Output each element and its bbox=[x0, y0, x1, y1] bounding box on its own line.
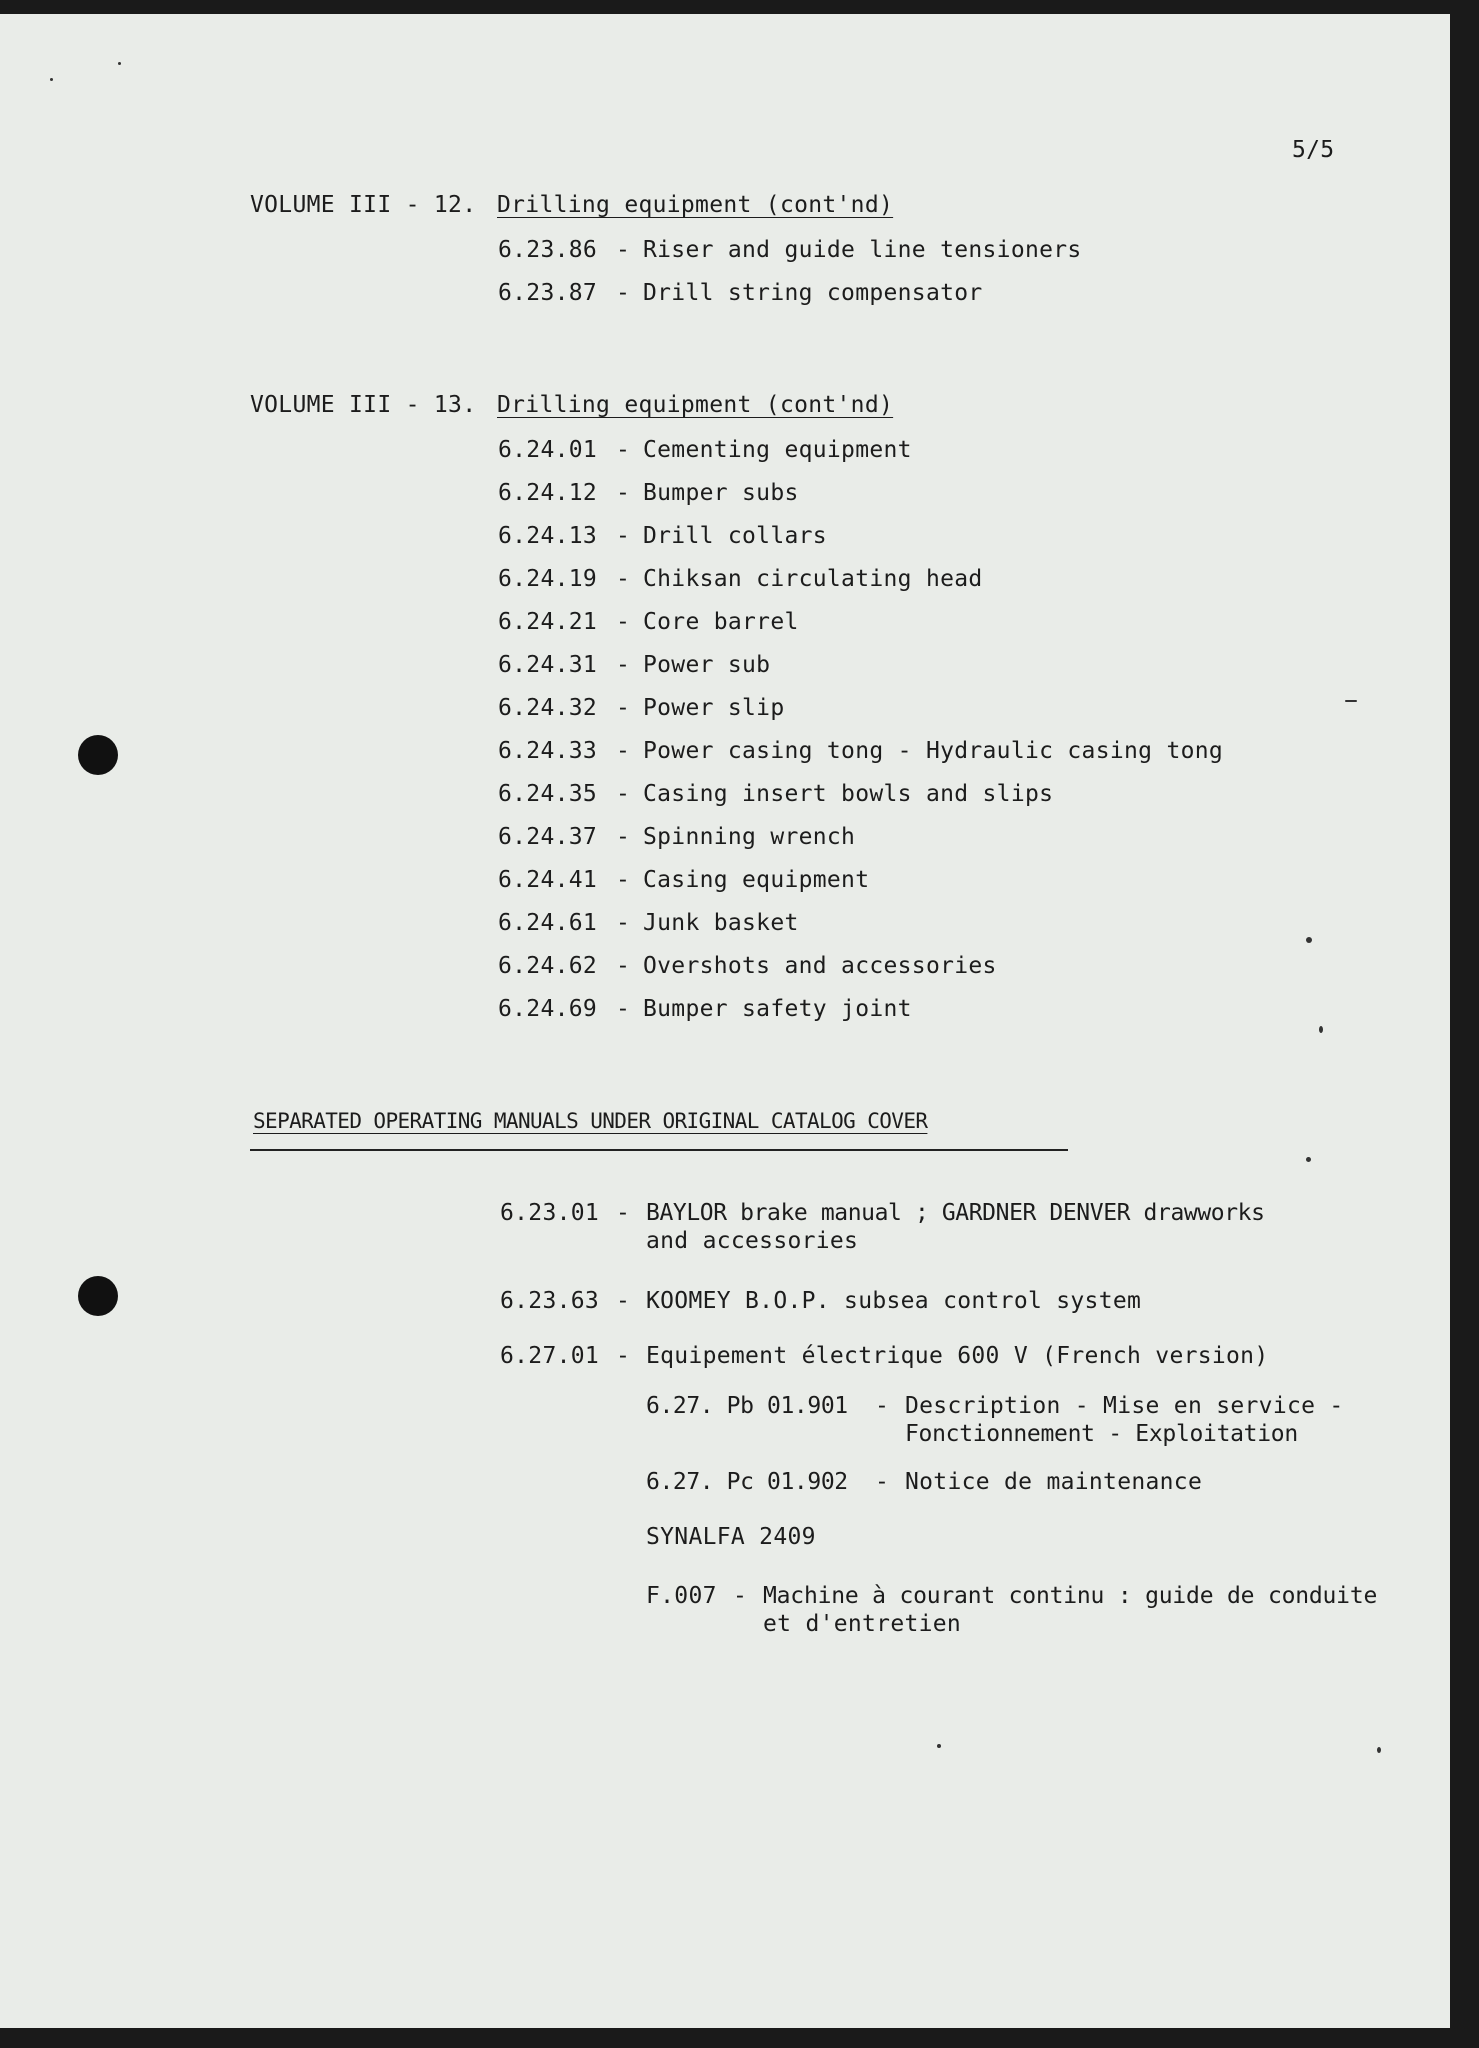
entry-dash: - bbox=[616, 523, 631, 549]
volume12-prefix: VOLUME III - 12. bbox=[250, 192, 477, 218]
entry-code: 6.24.41 bbox=[498, 867, 598, 893]
synalfa-label: SYNALFA 2409 bbox=[646, 1524, 816, 1550]
volume12-title: Drilling equipment (cont'nd) bbox=[497, 192, 894, 218]
entry-description: Spinning wrench bbox=[643, 824, 856, 850]
entry-code: 6.23.63 bbox=[500, 1288, 600, 1314]
entry-dash: - bbox=[616, 609, 631, 635]
sub-entry-description: Description - Mise en service - bbox=[905, 1393, 1344, 1419]
entry-code: 6.24.35 bbox=[498, 781, 598, 807]
sub-entry-code: 6.27. Pc 01.902 bbox=[646, 1469, 848, 1495]
entry-code: 6.24.62 bbox=[498, 953, 598, 979]
entry-dash: - bbox=[616, 824, 631, 850]
entry-description: BAYLOR brake manual ; GARDNER DENVER drawworks bbox=[646, 1200, 1265, 1226]
entry-dash: - bbox=[616, 867, 631, 893]
entry-dash: - bbox=[875, 1393, 890, 1419]
volume13-title: Drilling equipment (cont'nd) bbox=[497, 392, 894, 418]
punch-hole bbox=[78, 735, 118, 775]
entry-code: 6.24.12 bbox=[498, 480, 598, 506]
entry-description: Power slip bbox=[643, 695, 785, 721]
entry-description: Drill string compensator bbox=[643, 280, 983, 306]
volume13-prefix: VOLUME III - 13. bbox=[250, 392, 477, 418]
entry-description: Power sub bbox=[643, 652, 771, 678]
entry-description: Power casing tong - Hydraulic casing tong bbox=[643, 738, 1224, 764]
entry-dash: - bbox=[875, 1469, 890, 1495]
entry-dash: - bbox=[616, 480, 631, 506]
entry-description: Chiksan circulating head bbox=[643, 566, 983, 592]
entry-description: Machine à courant continu : guide de conduite bbox=[763, 1583, 1378, 1609]
entry-code: 6.24.33 bbox=[498, 738, 598, 764]
entry-code: 6.27.01 bbox=[500, 1343, 600, 1369]
entry-description: Casing insert bowls and slips bbox=[643, 781, 1054, 807]
entry-description: Overshots and accessories bbox=[643, 953, 997, 979]
entry-dash: - bbox=[616, 280, 631, 306]
entry-code: 6.23.86 bbox=[498, 237, 598, 263]
entry-description: Equipement électrique 600 V (French version) bbox=[646, 1343, 1269, 1369]
entry-dash: - bbox=[733, 1583, 748, 1609]
entry-dash: - bbox=[616, 1288, 631, 1314]
speck bbox=[118, 62, 121, 65]
entry-dash: - bbox=[616, 566, 631, 592]
entry-dash: - bbox=[616, 910, 631, 936]
entry-description: Core barrel bbox=[643, 609, 799, 635]
entry-code: 6.24.13 bbox=[498, 523, 598, 549]
entry-description: Riser and guide line tensioners bbox=[643, 237, 1082, 263]
entry-code: 6.23.01 bbox=[500, 1200, 600, 1226]
speck bbox=[1306, 1157, 1311, 1162]
entry-code: 6.24.32 bbox=[498, 695, 598, 721]
sub-entry-code: 6.27. Pb 01.901 bbox=[646, 1393, 848, 1419]
entry-dash: - bbox=[616, 996, 631, 1022]
entry-description-cont: and accessories bbox=[646, 1228, 859, 1254]
speck bbox=[1319, 1026, 1323, 1033]
entry-code: 6.24.61 bbox=[498, 910, 598, 936]
sub-entry-description: Notice de maintenance bbox=[905, 1469, 1203, 1495]
entry-dash: - bbox=[616, 437, 631, 463]
entry-code: 6.24.01 bbox=[498, 437, 598, 463]
entry-code: 6.24.19 bbox=[498, 566, 598, 592]
speck bbox=[1306, 937, 1312, 943]
speck bbox=[1377, 1747, 1381, 1753]
entry-dash: - bbox=[616, 953, 631, 979]
entry-code: F.007 bbox=[646, 1583, 717, 1609]
separated-heading: SEPARATED OPERATING MANUALS UNDER ORIGINAL CATALOG COVER bbox=[253, 1109, 928, 1133]
entry-code: 6.24.31 bbox=[498, 652, 598, 678]
sub-entry-description-cont: Fonctionnement - Exploitation bbox=[905, 1421, 1298, 1447]
entry-dash: - bbox=[616, 652, 631, 678]
entry-description: Cementing equipment bbox=[643, 437, 912, 463]
entry-dash: - bbox=[616, 237, 631, 263]
entry-description: Bumper safety joint bbox=[643, 996, 912, 1022]
entry-description-cont: et d'entretien bbox=[763, 1611, 962, 1637]
entry-dash: - bbox=[616, 1343, 631, 1369]
entry-description: Casing equipment bbox=[643, 867, 870, 893]
entry-description: Drill collars bbox=[643, 523, 827, 549]
entry-description: Junk basket bbox=[643, 910, 799, 936]
entry-code: 6.24.69 bbox=[498, 996, 598, 1022]
entry-code: 6.24.21 bbox=[498, 609, 598, 635]
entry-dash: - bbox=[616, 695, 631, 721]
speck bbox=[1345, 700, 1357, 702]
entry-dash: - bbox=[616, 738, 631, 764]
document-page bbox=[0, 14, 1450, 2028]
speck bbox=[50, 78, 53, 81]
entry-dash: - bbox=[616, 781, 631, 807]
entry-dash: - bbox=[616, 1200, 631, 1226]
entry-description: Bumper subs bbox=[643, 480, 799, 506]
entry-description: KOOMEY B.O.P. subsea control system bbox=[646, 1288, 1142, 1314]
punch-hole bbox=[78, 1276, 118, 1316]
heading-rule bbox=[250, 1149, 1068, 1151]
speck bbox=[937, 1744, 941, 1748]
page-number: 5/5 bbox=[1292, 137, 1335, 163]
entry-code: 6.23.87 bbox=[498, 280, 598, 306]
entry-code: 6.24.37 bbox=[498, 824, 598, 850]
